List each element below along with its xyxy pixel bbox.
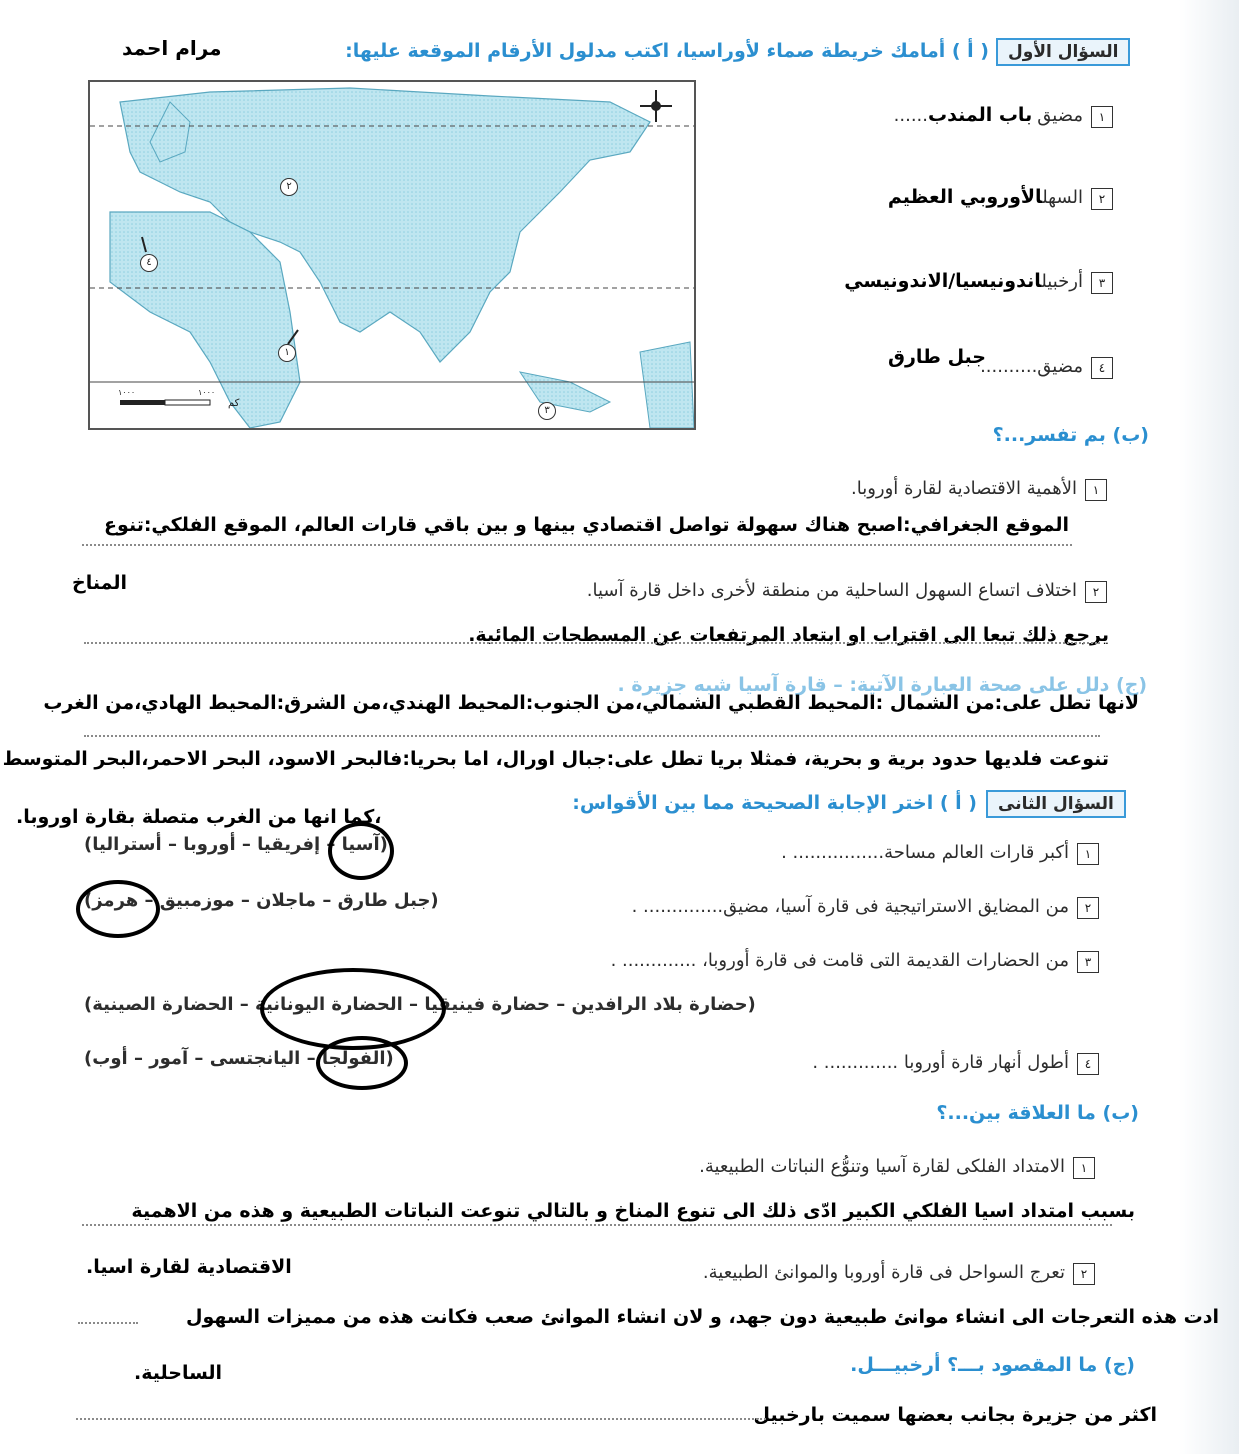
item-text: مضيق <box>1037 105 1083 126</box>
item-text: اختلاف اتساع السهول الساحلية من منطقة لأخرى داخل قارة آسيا. <box>586 580 1077 601</box>
item-number: ٣ <box>1091 272 1113 294</box>
q2b-item-2 <box>703 1262 1095 1285</box>
q1a-item-3 <box>844 270 1113 294</box>
q2b-heading: (ب) ما العلاقة بين...؟ <box>936 1102 1139 1124</box>
item-dots: ...... <box>893 105 929 126</box>
scale-label-km: كم <box>228 398 240 409</box>
q1b-item-1-answer-line-1: الموقع الجغرافي:اصبح هناك سهولة تواصل اقتصادي بينها و بين باقي قارات العالم، الموقع الفلكي:تنوع <box>104 514 1069 536</box>
q2b-item-1 <box>699 1156 1095 1179</box>
map-marker-2: ٢ <box>280 178 298 196</box>
q2a-item-4-choices: (الفولجا – اليانجتسى – آمور – أوب) <box>84 1048 394 1069</box>
question-1-instruction: ( أ ) أمامك خريطة صماء لأوراسيا، اكتب مدلول الأرقام الموقعة عليها: <box>345 40 989 62</box>
q2c-heading: (ج) ما المقصود بـــ؟ أرخبيـــل. <box>850 1354 1135 1376</box>
map-drawing <box>90 82 694 428</box>
item-number: ٢ <box>1091 188 1113 210</box>
item-text: أطول أنهار قارة أوروبا ............. . <box>812 1052 1069 1073</box>
item-number: ٤ <box>1091 357 1113 379</box>
q2c-answer: اكثر من جزيرة بجانب بعضها سميت بارخبيل <box>753 1404 1157 1426</box>
item-text: السهل <box>1042 187 1083 208</box>
q1c-answer-line-2: تنوعت فلديها حدود برية و بحرية، فمثلا بريا تطل على:جبال اورال، اما بحريا:فالبحر الاسود، البحر الاحمر،البحر المتوسط <box>2 748 1109 770</box>
item-answer: باب المندب <box>928 104 1033 126</box>
q1b-item-1-answer-line-2: المناخ <box>72 572 127 594</box>
question-2-instruction: ( أ ) اختر الإجابة الصحيحة مما بين الأقواس: <box>572 792 977 814</box>
student-name: مرام احمد <box>122 36 222 60</box>
q1a-item-1 <box>894 104 1113 128</box>
item-number: ١ <box>1077 843 1099 865</box>
q2b-item-1-answer-line-1: بسبب امتداد اسيا الفلكي الكبير ادّى ذلك الى تنوع المناخ و بالتالي تنوعت النباتات الطبيعية و هذه من الاهمية <box>131 1200 1135 1222</box>
map-marker-4: ٤ <box>140 254 158 272</box>
q1a-item-4-answer: جبل طارق <box>888 346 986 368</box>
item-text: من الحضارات القديمة التى قامت فى قارة أوروبا، ............. . <box>610 950 1069 971</box>
item-number: ٢ <box>1085 581 1107 603</box>
item-text: من المضايق الاستراتيجية فى قارة آسيا، مضيق.............. . <box>631 896 1069 917</box>
item-text: الامتداد الفلكى لقارة آسيا وتنوُّع النباتات الطبيعية. <box>699 1156 1065 1177</box>
q2a-item-1 <box>781 842 1099 865</box>
item-text: مضيق <box>1037 356 1083 377</box>
item-number: ١ <box>1073 1157 1095 1179</box>
item-text: أكبر قارات العالم مساحة................ . <box>781 842 1069 863</box>
q2a-item-4 <box>812 1052 1099 1075</box>
q1a-item-2 <box>888 186 1113 210</box>
item-answer: اندونيسيا/الاندونيسي <box>844 270 1042 292</box>
item-number: ٢ <box>1073 1263 1095 1285</box>
q2b-item-2-answer-line-2: الساحلية. <box>134 1362 223 1384</box>
answer-circle <box>328 822 394 880</box>
answer-dotted-line <box>82 1224 1112 1226</box>
page-edge-shadow <box>1179 0 1239 1454</box>
item-dots: .......... <box>980 356 1038 377</box>
map-marker-1: ١ <box>278 344 296 362</box>
q1b-item-2 <box>587 580 1107 603</box>
scale-label-right: ١٠٠٠ <box>198 388 216 397</box>
q1a-item-4 <box>980 356 1113 379</box>
q1b-item-2-answer: يرجع ذلك تبعا الى اقتراب او ابتعاد المرتفعات عن المسطحات المائية. <box>468 624 1109 646</box>
answer-circle <box>316 1036 408 1090</box>
eurasia-blank-map <box>88 80 696 430</box>
q2a-item-3-choices: (حضارة بلاد الرافدين – حضارة فينيقيا – الحضارة اليونانية – الحضارة الصينية) <box>84 994 756 1015</box>
map-marker-3: ٣ <box>538 402 556 420</box>
q1c-answer-line-1: لانها تطل على:من الشمال :المحيط القطبي الشمالي،من الجنوب:المحيط الهندي،من الشرق:المحيط الهادي،من الغرب <box>43 692 1139 714</box>
q2b-item-1-answer-line-2: الاقتصادية لقارة اسيا. <box>86 1256 292 1278</box>
item-text: تعرج السواحل فى قارة أوروبا والموانئ الطبيعية. <box>702 1262 1065 1283</box>
question-2-box: السؤال الثانى <box>986 790 1126 818</box>
question-1-box: السؤال الأول <box>996 38 1130 66</box>
item-number: ١ <box>1085 479 1107 501</box>
q1b-item-1 <box>851 478 1107 501</box>
q1c-answer-line-3: ،كما انها من الغرب متصلة بقارة اوروبا. <box>16 806 382 828</box>
q2a-item-3 <box>611 950 1099 973</box>
q2b-item-2-answer-line-1: ادت هذه التعرجات الى انشاء موانئ طبيعية دون جهد، و لان انشاء الموانئ صعب فكانت هذه من مميزات السهول <box>186 1306 1219 1328</box>
q2a-item-2 <box>632 896 1099 919</box>
item-text: الأهمية الاقتصادية لقارة أوروبا. <box>851 478 1077 499</box>
answer-dotted-line <box>76 1418 766 1420</box>
item-answer: الأوروبي العظيم <box>887 186 1043 208</box>
item-number: ٢ <box>1077 897 1099 919</box>
q2a-item-1-choices: (آسيا – إفريقيا – أوروبا – أستراليا) <box>84 834 388 855</box>
answer-dotted-line <box>84 642 1100 644</box>
scale-label-left: ١٠٠٠ <box>118 388 136 397</box>
answer-dotted-line <box>78 1322 138 1324</box>
answer-circle <box>76 880 160 938</box>
q1c-heading: (ج) دلل على صحة العبارة الآتية: – قارة آسيا شبه جزيرة . <box>617 674 1147 696</box>
item-text: أرخبيل <box>1041 271 1083 292</box>
item-number: ١ <box>1091 106 1113 128</box>
answer-dotted-line <box>82 544 1072 546</box>
answer-dotted-line <box>84 735 1100 737</box>
item-number: ٤ <box>1077 1053 1099 1075</box>
q1b-heading: (ب) بم تفسر...؟ <box>992 424 1149 446</box>
q2a-item-2-choices: (جبل طارق – ماجلان – موزمبيق – هرمز) <box>84 890 439 911</box>
item-number: ٣ <box>1077 951 1099 973</box>
